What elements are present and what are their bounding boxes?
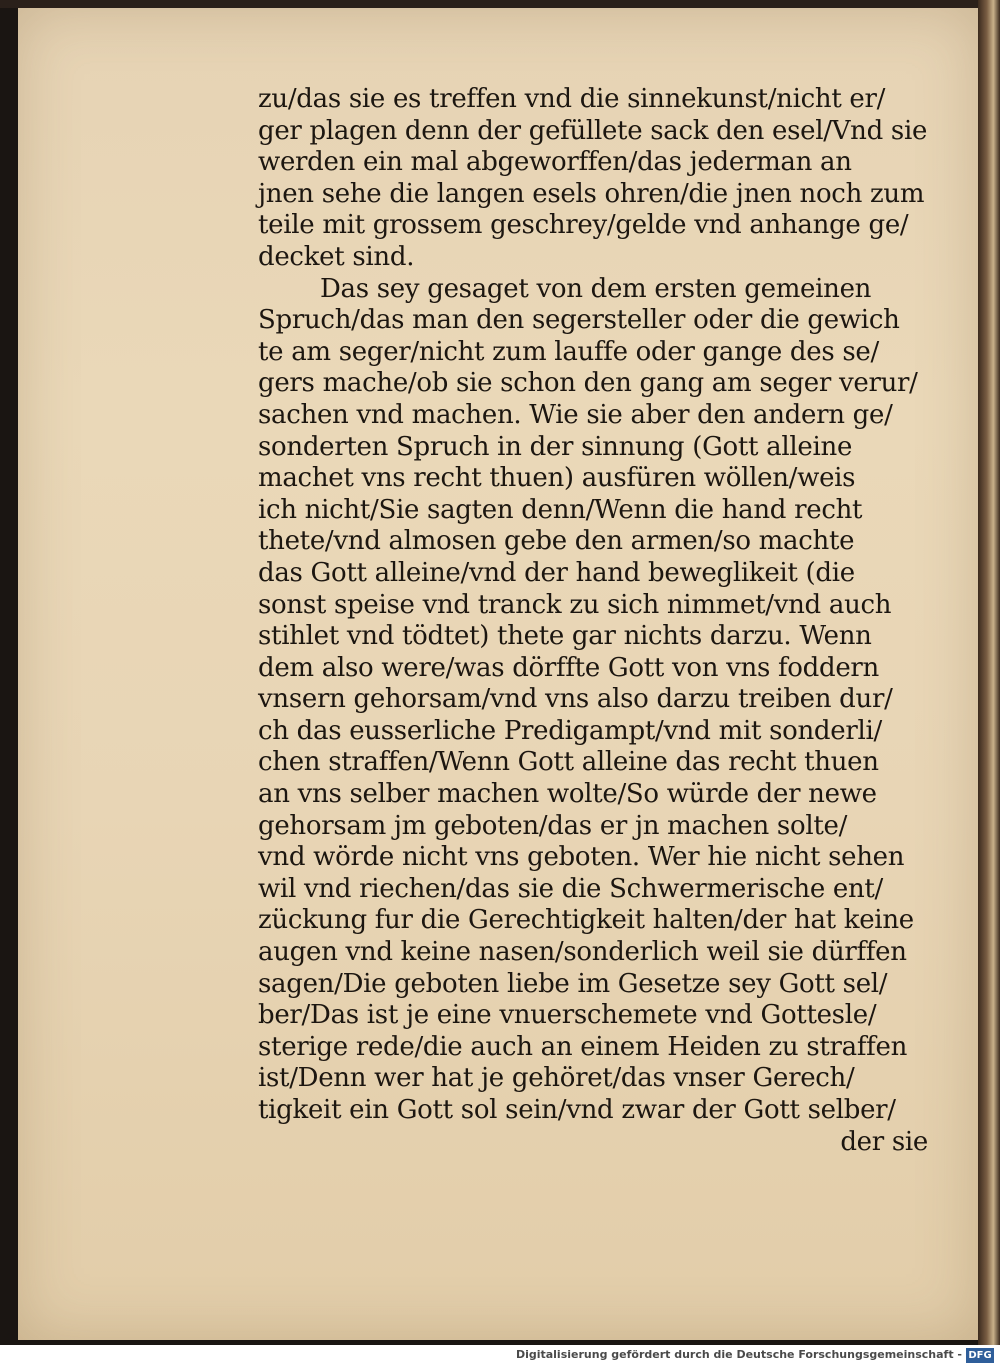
text-line: sterige rede/die auch an einem Heiden zu straffen bbox=[258, 1031, 908, 1062]
paragraph-start-line: Das sey gesaget von dem ersten gemeinen bbox=[320, 273, 872, 304]
page-edge-right bbox=[978, 0, 1000, 1345]
text-line: sagen/Die geboten liebe im Gesetze sey Gott sel/ bbox=[258, 968, 888, 999]
text-line: das Gott alleine/vnd der hand beweglikeit (die bbox=[258, 557, 855, 588]
text-line: dem also were/was dörffte Gott von vns foddern bbox=[258, 652, 879, 683]
text-line: chen straffen/Wenn Gott alleine das recht thuen bbox=[258, 747, 879, 778]
text-line: sonderten Spruch in der sinnung (Gott alleine bbox=[258, 431, 853, 462]
text-line: tigkeit ein Gott sol sein/vnd zwar der Gott selber/ bbox=[258, 1095, 896, 1125]
catchword: der sie bbox=[840, 1126, 928, 1157]
text-line: stihlet vnd tödtet) thete gar nichts darzu. Wenn bbox=[258, 621, 872, 652]
text-line: sonst speise vnd tranck zu sich nimmet/vnd auch bbox=[258, 589, 892, 620]
text-line: thete/vnd almosen gebe den armen/so machte bbox=[258, 526, 855, 557]
funding-notice: Digitalisierung gefördert durch die Deutsche Forschungsgemeinschaft - bbox=[515, 1348, 962, 1361]
text-line: gers mache/ob sie schon den gang am seger verur/ bbox=[258, 368, 918, 399]
text-line: gehorsam jm geboten/das er jn machen solte/ bbox=[258, 810, 848, 841]
text-line: zückung fur die Gerechtigkeit halten/der hat keine bbox=[258, 905, 914, 936]
text-line: machet vns recht thuen) ausfüren wöllen/weis bbox=[258, 463, 856, 494]
text-line: an vns selber machen wolte/So würde der newe bbox=[258, 779, 877, 810]
footer-bar bbox=[0, 1345, 1000, 1367]
text-line: decket sind. bbox=[258, 241, 415, 272]
text-line: ch das eusserliche Predigampt/vnd mit sonderli/ bbox=[258, 715, 882, 746]
text-line: werden ein mal abgeworffen/das jederman an bbox=[258, 147, 852, 178]
text-line: ist/Denn wer hat je gehöret/das vnser Gerech/ bbox=[258, 1063, 855, 1094]
text-line: ber/Das ist je eine vnuerschemete vnd Gottesle/ bbox=[258, 1000, 877, 1031]
text-line: jnen sehe die langen esels ohren/die jnen noch zum bbox=[258, 178, 925, 209]
text-line: augen vnd keine nasen/sonderlich weil sie dürffen bbox=[258, 937, 907, 968]
text-line: wil vnd riechen/das sie die Schwermerische ent/ bbox=[258, 873, 884, 904]
text-line: te am seger/nicht zum lauffe oder gange des se/ bbox=[258, 336, 879, 367]
text-line: vnsern gehorsam/vnd vns also darzu treiben dur/ bbox=[258, 684, 893, 715]
page-edge-top bbox=[0, 0, 1000, 8]
page-body-text bbox=[258, 84, 928, 1158]
text-line: Spruch/das man den segersteller oder die gewich bbox=[258, 305, 900, 336]
text-line: ger plagen denn der gefüllete sack den esel/Vnd sie bbox=[258, 115, 928, 146]
dfg-logo: DFG bbox=[966, 1348, 994, 1363]
text-line: zu/das sie es treffen vnd die sinnekunst/nicht er/ bbox=[258, 84, 886, 114]
text-line: teile mit grossem geschrey/gelde vnd anhange ge/ bbox=[258, 210, 909, 241]
text-line: sachen vnd machen. Wie sie aber den andern ge/ bbox=[258, 399, 893, 430]
text-line: vnd wörde nicht vns geboten. Wer hie nicht sehen bbox=[258, 842, 905, 873]
text-line: ich nicht/Sie sagten denn/Wenn die hand recht bbox=[258, 494, 863, 525]
